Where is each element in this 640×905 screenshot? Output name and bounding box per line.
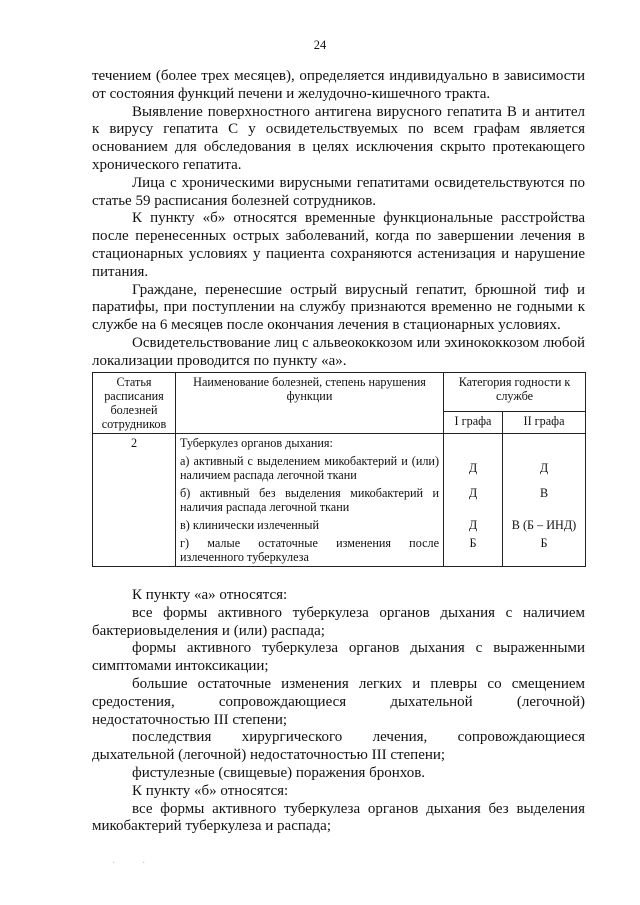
header-col2: II графа	[503, 411, 586, 433]
after-text	[92, 587, 585, 836]
paragraph: все формы активного туберкулеза органов дыхания с наличием бактериовыделения и (или) распада;	[92, 604, 585, 639]
header-col1: I графа	[444, 411, 503, 433]
paragraph: Освидетельствование лиц с альвеококкозом или эхинококкозом любой локализации проводится по пункту «а».	[92, 334, 585, 369]
header-category: Категория годности к службе	[444, 373, 586, 412]
paragraph: Лица с хроническими вирусными гепатитами освидетельствуются по статье 59 расписания болезней сотрудников.	[92, 174, 585, 209]
paragraph: К пункту «б» относятся временные функциональные расстройства после перенесенных острых заболеваний, когда по завершении лечения в стационарных условиях у пациента сохраняются астенизация и нарушение питания.	[92, 210, 585, 280]
disease-table	[92, 372, 586, 567]
scan-speck: ·	[112, 858, 116, 869]
paragraph: последствия хирургического лечения, сопровождающиеся дыхательной (легочной) недостаточностью III степени;	[92, 729, 585, 764]
paragraph: формы активного туберкулеза органов дыхания с выраженными симптомами интоксикации;	[92, 640, 585, 675]
scan-speck: ·	[142, 858, 146, 869]
paragraph: все формы активного туберкулеза органов дыхания без выделения микобактерий туберкулеза и распада;	[92, 800, 585, 835]
table-row: а) активный с выделением микобактерий и (или) наличием распада легочной ткани Д Д	[93, 452, 586, 484]
disease-title: Туберкулез органов дыхания:	[176, 434, 444, 453]
page-number: 24	[313, 38, 327, 52]
header-article: Статья расписания болезней сотрудников	[93, 373, 176, 434]
paragraph: большие остаточные изменения легких и плевры со смещением средостения, сопровождающиеся дыхательной (легочной) недостаточностью III степени;	[92, 675, 585, 728]
paragraph: Выявление поверхностного антигена вирусного гепатита В и антител к вирусу гепатита С у освидетельствуемых по всем графам является основанием для обследования в целях исключения скрыто протекающего хронического гепатита.	[92, 103, 585, 173]
table-row: б) активный без выделения микобактерий и наличия распада легочной ткани Д В	[93, 484, 586, 516]
header-disease: Наименование болезней, степень нарушения функции	[176, 373, 444, 434]
table-row: в) клинически излеченный Д В (Б – ИНД)	[93, 516, 586, 534]
paragraph: фистулезные (свищевые) поражения бронхов.	[132, 764, 426, 781]
article-number: 2	[93, 434, 176, 567]
paragraph: течением (более трех месяцев), определяется индивидуально в зависимости от состояния функций печени и желудочно-кишечного тракта.	[92, 68, 585, 102]
paragraph: К пункту «б» относятся:	[132, 782, 289, 799]
paragraph: К пункту «а» относятся:	[132, 587, 288, 603]
paragraph: Граждане, перенесшие острый вирусный гепатит, брюшной тиф и паратифы, при поступлении на службу признаются временно не годными к службе на 6 месяцев после окончания лечения в стационарных условиях.	[92, 281, 585, 334]
table-row: г) малые остаточные изменения после излеченного туберкулеза Б Б	[93, 534, 586, 567]
intro-text	[92, 68, 585, 371]
